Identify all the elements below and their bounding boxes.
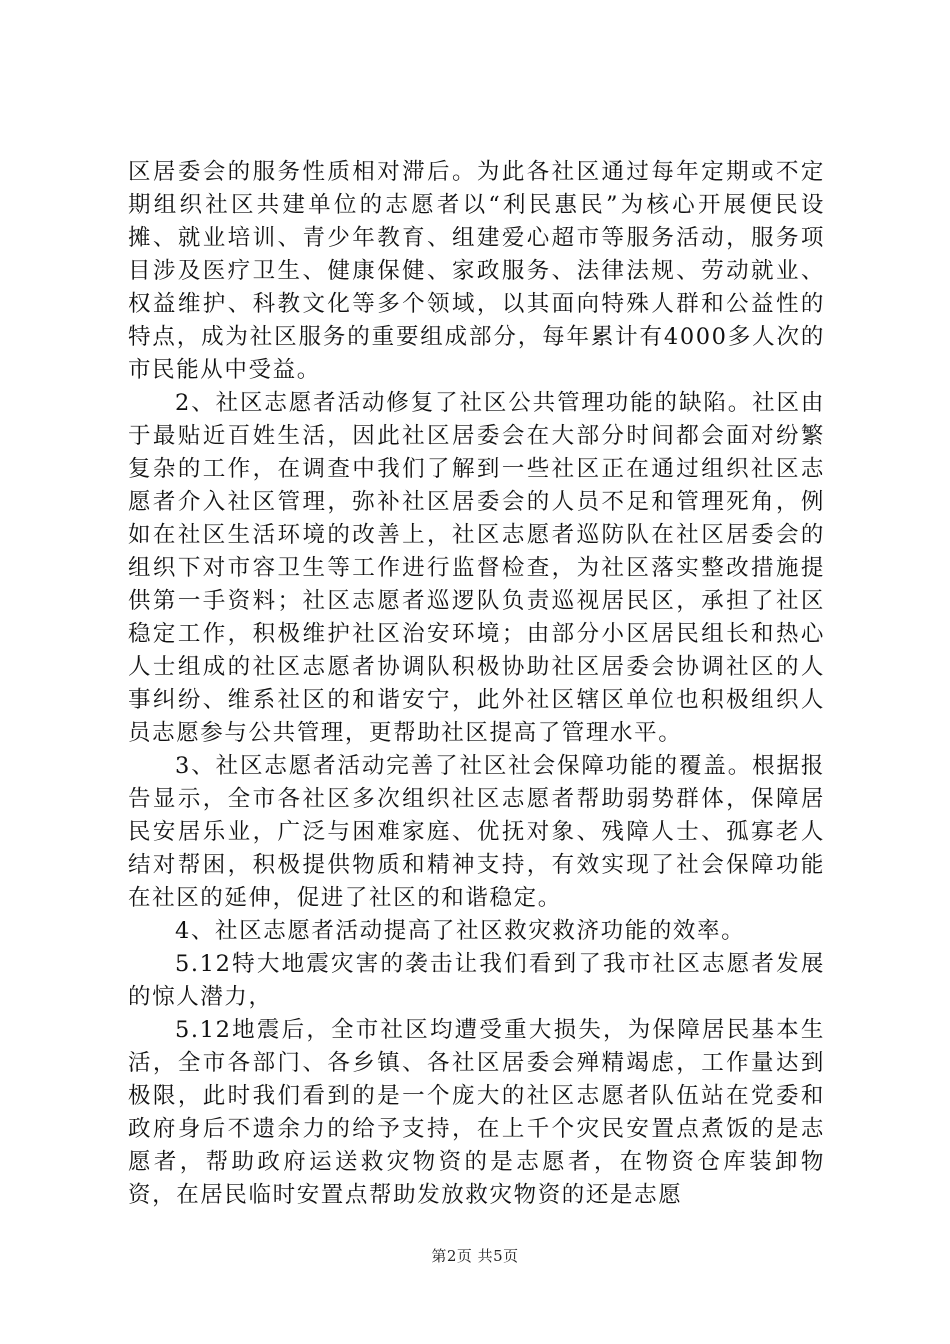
- document-body: [128, 156, 825, 1212]
- page-footer: 第2页 共5页: [431, 1247, 519, 1265]
- paragraph-continuation: 区居委会的服务性质相对滞后。为此各社区通过每年定期或不定期组织社区共建单位的志愿者以“利民惠民”为核心开展便民设摊、就业培训、青少年教育、组建爱心超市等服务活动，服务项目涉及医疗卫生、健康保健、家政服务、法律法规、劳动就业、权益维护、科教文化等多个领域，以其面向特殊人群和公益性的特点，成为社区服务的重要组成部分，每年累计有4000多人次的市民能从中受益。: [128, 159, 825, 383]
- paragraph-item-3: 3、社区志愿者活动完善了社区社会保障功能的覆盖。根据报告显示，全市各社区多次组织社区志愿者帮助弱势群体，保障居民安居乐业，广泛与困难家庭、优抚对象、残障人士、孤寡老人结对帮困，积极提供物质和精神支持，有效实现了社会保障功能在社区的延伸，促进了社区的和谐稳定。: [128, 753, 825, 911]
- paragraph-earthquake-detail: 5.12地震后，全市社区均遭受重大损失，为保障居民基本生活，全市各部门、各乡镇、各社区居委会殚精竭虑，工作量达到极限，此时我们看到的是一个庞大的社区志愿者队伍站在党委和政府身后不遗余力的给予支持，在上千个灾民安置点煮饭的是志愿者，帮助政府运送救灾物资的是志愿者，在物资仓库装卸物资，在居民临时安置点帮助发放救灾物资的还是志愿: [128, 1017, 825, 1208]
- paragraph-item-4: 4、社区志愿者活动提高了社区救灾救济功能的效率。: [175, 918, 746, 944]
- paragraph-item-2: 2、社区志愿者活动修复了社区公共管理功能的缺陷。社区由于最贴近百姓生活，因此社区居委会在大部分时间都会面对纷繁复杂的工作，在调查中我们了解到一些社区正在通过组织社区志愿者介入社区管理，弥补社区居委会的人员不足和管理死角，例如在社区生活环境的改善上，社区志愿者巡防队在社区居委会的组织下对市容卫生等工作进行监督检查，为社区落实整改措施提供第一手资料；社区志愿者巡逻队负责巡视居民区，承担了社区稳定工作，积极维护社区治安环境；由部分小区居民组长和热心人士组成的社区志愿者协调队积极协助社区居委会协调社区的人事纠纷、维系社区的和谐安宁，此外社区辖区单位也积极组织人员志愿参与公共管理，更帮助社区提高了管理水平。: [128, 390, 825, 746]
- paragraph-earthquake-intro: 5.12特大地震灾害的袭击让我们看到了我市社区志愿者发展的惊人潜力，: [128, 951, 825, 1010]
